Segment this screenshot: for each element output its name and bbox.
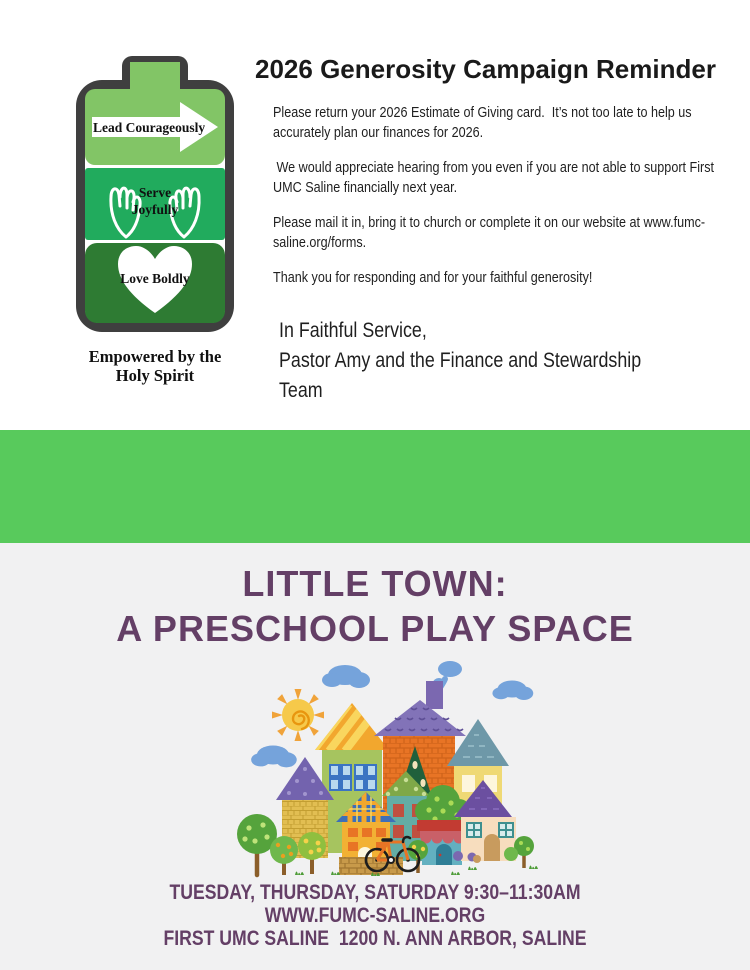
battery-caption: Empowered by the Holy Spirit xyxy=(88,347,222,385)
page-title: 2026 Generosity Campaign Reminder xyxy=(255,54,716,84)
website-text: WWW.FUMC-SALINE.ORG xyxy=(264,904,486,927)
battery-label-lead: Lead Courageously xyxy=(93,120,206,135)
battery-label-serve-1: Serve xyxy=(138,185,172,200)
campaign-paragraph: Please return your 2026 Estimate of Giving card. It’s not too late to help us accurately plan our finances for 2026. xyxy=(273,104,696,142)
little-town-title: LITTLE TOWN: A PRESCHOOL PLAY SPACE xyxy=(116,563,634,649)
battery-segment-lead xyxy=(85,89,225,165)
battery-figure xyxy=(76,56,234,386)
signature-line: In Faithful Service, xyxy=(279,319,427,342)
address-text: FIRST UMC SALINE 1200 N. ANN ARBOR, SALINE xyxy=(163,927,587,950)
campaign-paragraph: Please mail it in, bring it to church or complete it on our website at www.fumc-saline.org/forms. xyxy=(273,214,706,252)
battery-segment-love xyxy=(85,243,225,323)
signature-block xyxy=(279,316,679,405)
little-town-houses-illustration xyxy=(225,653,545,883)
campaign-paragraph: Thank you for responding and for your faithful generosity! xyxy=(273,269,593,286)
campaign-paragraph: We would appreciate hearing from you even if you are not able to support First UMC Saline financially next year. xyxy=(273,159,718,197)
campaign-section xyxy=(0,0,750,430)
battery-segment-serve xyxy=(85,168,225,240)
signature-line: Pastor Amy and the Finance and Stewardship Team xyxy=(279,348,642,402)
battery-icon xyxy=(76,56,234,336)
green-divider-band xyxy=(0,430,750,543)
battery-label-love: Love Boldly xyxy=(120,271,190,286)
sun-icon xyxy=(272,689,324,741)
battery-label-serve-2: Joyfully xyxy=(131,202,179,217)
schedule-text: TUESDAY, THURSDAY, SATURDAY 9:30–11:30AM xyxy=(169,881,581,904)
little-town-section xyxy=(0,543,750,970)
